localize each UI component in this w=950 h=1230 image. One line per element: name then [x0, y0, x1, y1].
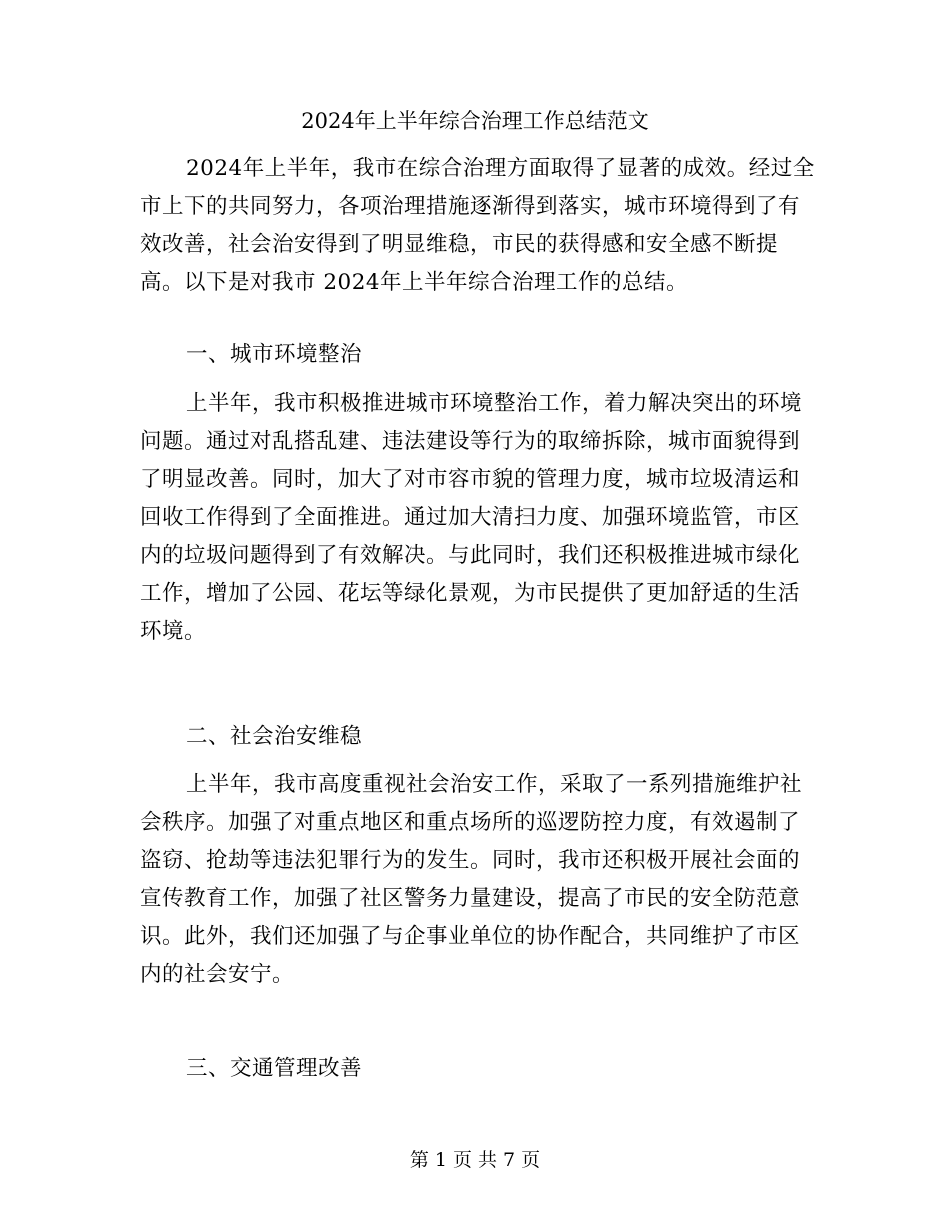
paragraph-line: 工作，增加了公园、花坛等绿化景观，为市民提供了更加舒适的生活 — [140, 581, 801, 606]
paragraph-line: 环境。 — [140, 619, 207, 644]
paragraph-line: 盗窃、抢劫等违法犯罪行为的发生。同时，我市还积极开展社会面的 — [140, 848, 801, 873]
paragraph-line: 会秩序。加强了对重点地区和重点场所的巡逻防控力度，有效遏制了 — [140, 810, 801, 835]
section-1-paragraph — [140, 385, 803, 651]
paragraph-line: 内的垃圾问题得到了有效解决。与此同时，我们还积极推进城市绿化 — [140, 543, 801, 568]
section-heading-text: 二、社会治安维稳 — [186, 724, 363, 749]
paragraph-line: 市上下的共同努力，各项治理措施逐渐得到落实，城市环境得到了有 — [140, 194, 801, 219]
paragraph-line: 宣传教育工作，加强了社区警务力量建设，提高了市民的安全防范意 — [140, 886, 801, 911]
paragraph-line: 2024年上半年，我市在综合治理方面取得了显著的成效。经过全 — [186, 156, 815, 181]
section-heading-3 — [140, 1050, 800, 1088]
section-heading-text: 一、城市环境整治 — [186, 342, 363, 367]
section-heading-1 — [140, 336, 800, 374]
paragraph-line: 问题。通过对乱搭乱建、违法建设等行为的取缔拆除，城市面貌得到 — [140, 429, 801, 454]
paragraph-line: 高。以下是对我市 2024年上半年综合治理工作的总结。 — [140, 270, 689, 295]
intro-paragraph — [140, 150, 815, 302]
paragraph-line: 上半年，我市积极推进城市环境整治工作，着力解决突出的环境 — [186, 391, 803, 416]
paragraph-line: 内的社会安宁。 — [140, 962, 295, 987]
page-number-footer: 第 1 页 共 7 页 — [409, 1149, 541, 1171]
paragraph-line: 效改善，社会治安得到了明显维稳，市民的获得感和安全感不断提 — [140, 232, 779, 257]
section-heading-text: 三、交通管理改善 — [186, 1056, 363, 1081]
paragraph-line: 上半年，我市高度重视社会治安工作，采取了一系列措施维护社 — [186, 772, 803, 797]
document-title: 2024年上半年综合治理工作总结范文 — [301, 109, 649, 133]
section-2-paragraph — [140, 766, 803, 994]
paragraph-line: 回收工作得到了全面推进。通过加大清扫力度、加强环境监管，市区 — [140, 505, 801, 530]
section-heading-2 — [140, 718, 800, 756]
paragraph-line: 了明显改善。同时，加大了对市容市貌的管理力度，城市垃圾清运和 — [140, 467, 801, 492]
paragraph-line: 识。此外，我们还加强了与企事业单位的协作配合，共同维护了市区 — [140, 924, 801, 949]
